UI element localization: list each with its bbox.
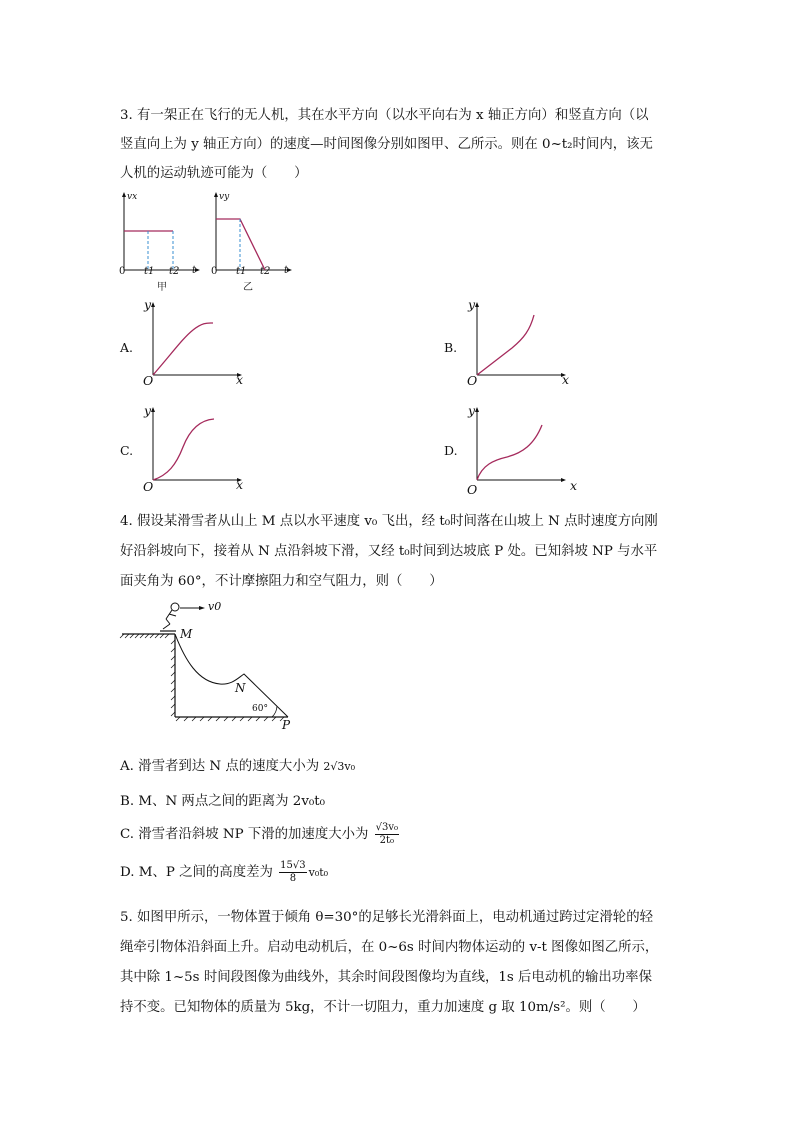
q4-option-d-num: 15√3 [280,860,306,871]
angle-label: 60° [252,704,268,714]
q3-line-1: 3. 有一架正在飞行的无人机，其在水平方向（以水平向右为 x 轴正方向）和竖直方向（以 [120,108,649,123]
q4-option-c [120,822,401,847]
q4-option-c-den: 2t₀ [379,835,395,846]
option-b-o: O [467,373,478,388]
q4-option-d [120,860,328,885]
q4-option-d-text: D. M、P 之间的高度差为 [120,865,278,880]
graph-yi-t2: t2 [260,266,271,277]
graph-yi-t1: t1 [236,266,247,277]
point-n-label: N [235,681,246,695]
option-a-label: A. [120,340,134,355]
graph-jia-t1: t1 [144,266,155,277]
q4-option-c-num: √3v₀ [375,822,399,833]
option-d-label: D. [444,443,458,458]
q5-line-1: 5. 如图甲所示，一物体置于倾角 θ=30°的足够长光滑斜面上，电动机通过跨过定滑轮的轻 [120,910,653,925]
q4-option-d-den: 8 [289,873,297,884]
q3-line-2: 竖直向上为 y 轴正方向）的速度—时间图像分别如图甲、乙所示。则在 0~t₂时间内，该无 [120,137,653,152]
option-b-x: x [562,372,570,387]
q4-option-c-text: C. 滑雪者沿斜坡 NP 下滑的加速度大小为 [120,827,373,842]
q4-option-a [120,755,355,774]
q5-line-4: 持不变。已知物体的质量为 5kg，不计一切阻力，重力加速度 g 取 10m/s²。则（ ） [120,1000,646,1015]
option-a-x: x [236,372,244,387]
graph-jia-vlabel: vx [127,192,138,202]
q4-line-3: 面夹角为 60°，不计摩擦阻力和空气阻力，则（ ） [120,574,443,589]
graph-yi-t: t [284,265,289,276]
q3-line-3: 人机的运动轨迹可能为（ ） [120,166,308,181]
q4-option-a-text: A. 滑雪者到达 N 点的速度大小为 [120,759,324,774]
graph-yi-caption: 乙 [243,282,253,293]
q4-option-d-fraction [279,860,306,885]
point-p-label: P [282,718,291,732]
graph-yi-origin: 0 [211,266,218,277]
graph-jia-t2: t2 [169,266,180,277]
q4-option-b: B. M、N 两点之间的距离为 2v₀t₀ [120,794,326,809]
ski-slope-diagram [120,600,300,730]
option-c-o: O [143,479,154,494]
option-d-x: x [570,478,578,493]
point-m-label: M [180,627,193,641]
option-d-y: y [468,403,476,418]
option-c-y: y [144,403,152,418]
q4-option-c-fraction [375,822,399,847]
q5-line-3: 其中除 1~5s 时间段图像为曲线外，其余时间段图像均为直线，1s 后电动机的输出功率保 [120,970,652,985]
graph-jia-origin: 0 [119,266,126,277]
option-b-label: B. [444,340,458,355]
option-d-o: O [467,482,478,497]
v0-label: v0 [208,600,222,613]
option-a-y: y [144,297,152,312]
q4-line-1: 4. 假设某滑雪者从山上 M 点以水平速度 v₀ 飞出，经 t₀时间落在山坡上 N 点时速度方向刚 [120,514,658,529]
q4-option-a-value: 2√3v₀ [323,760,355,773]
option-c-x: x [236,477,244,492]
q5-line-2: 绳牵引物体沿斜面上升。启动电动机后，在 0~6s 时间内物体运动的 v-t 图像如图乙所示， [120,940,659,955]
option-d-graph [472,405,582,495]
option-b-y: y [468,297,476,312]
graph-yi-vlabel: vy [219,192,230,202]
graph-jia-caption: 甲 [157,282,167,293]
q4-option-d-suffix: v₀t₀ [308,866,329,879]
q4-line-2: 好沿斜坡向下，接着从 N 点沿斜坡下滑，又经 t₀时间到达坡底 P 处。已知斜坡 NP 与水平 [120,544,658,559]
option-c-label: C. [120,443,134,458]
graph-jia-t: t [192,265,197,276]
option-a-o: O [143,373,154,388]
